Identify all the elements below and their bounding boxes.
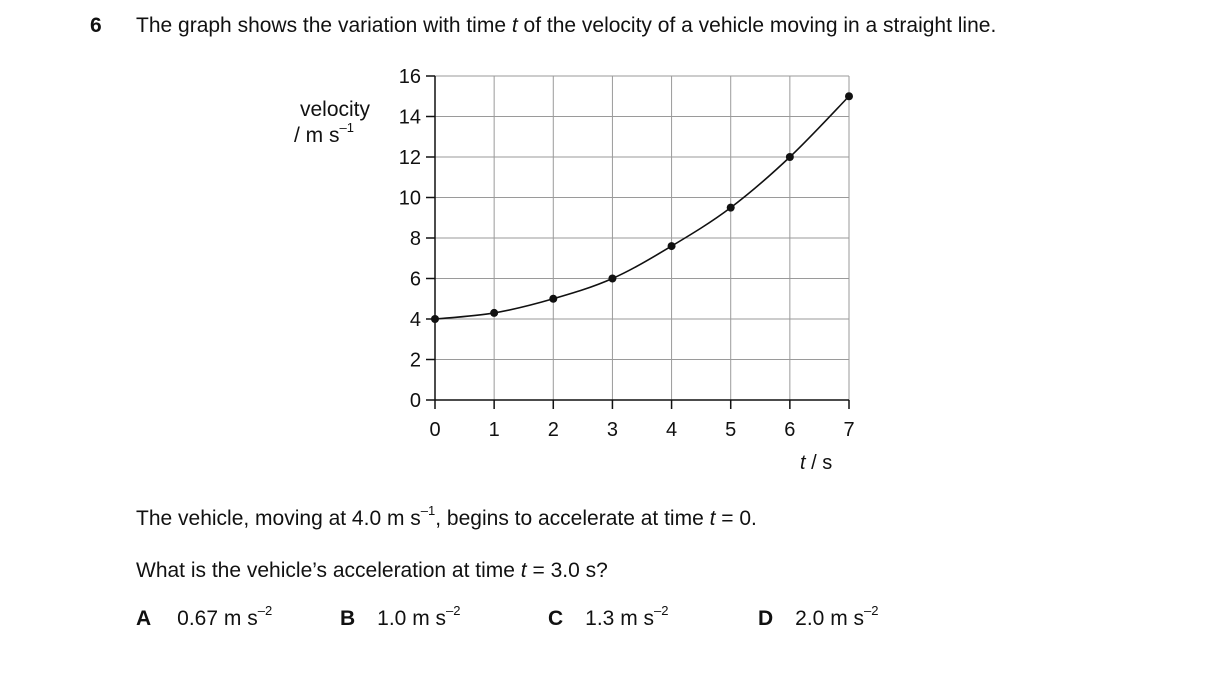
option-d-value: 2.0 m s xyxy=(795,607,865,630)
option-b-value: 1.0 m s xyxy=(377,607,447,630)
velocity-time-graph xyxy=(380,60,880,460)
x-tick-label: 3 xyxy=(606,419,618,441)
y-tick-label: 6 xyxy=(409,268,421,291)
y-axis-quantity: velocity xyxy=(299,98,370,121)
question-variable: t xyxy=(520,559,527,582)
option-d[interactable] xyxy=(758,603,879,631)
data-point xyxy=(668,242,676,250)
x-tick-label: 2 xyxy=(547,419,559,441)
question-text-1: What is the vehicle’s acceleration at time xyxy=(136,559,521,582)
x-axis-unit: / s xyxy=(805,452,833,474)
y-tick-label: 14 xyxy=(398,106,421,129)
x-tick-label: 7 xyxy=(843,419,855,441)
option-a[interactable] xyxy=(136,603,273,631)
question-text-2: = 3.0 s? xyxy=(526,559,608,582)
data-point xyxy=(786,153,794,161)
option-c-exponent: –2 xyxy=(654,603,669,618)
option-c-value: 1.3 m s xyxy=(585,607,655,630)
data-point xyxy=(845,92,853,100)
option-a-letter: A xyxy=(136,607,152,630)
context-text-3: = 0. xyxy=(715,507,757,530)
y-tick-label: 8 xyxy=(409,228,421,250)
stem-text-1: The graph shows the variation with time xyxy=(136,14,512,37)
option-d-letter: D xyxy=(758,607,774,630)
data-point xyxy=(431,315,439,323)
y-axis-unit xyxy=(292,120,370,149)
x-tick-label: 5 xyxy=(725,419,737,441)
y-axis-unit-exponent: –1 xyxy=(339,120,354,135)
y-tick-label: 0 xyxy=(409,390,421,412)
option-b[interactable] xyxy=(340,603,461,631)
velocity-curve xyxy=(435,96,849,319)
question-stem xyxy=(136,14,996,38)
data-point xyxy=(727,204,735,212)
option-d-exponent: –2 xyxy=(864,603,879,618)
data-point xyxy=(608,275,616,283)
data-point xyxy=(549,295,557,303)
y-axis-label xyxy=(292,97,370,149)
option-b-exponent: –2 xyxy=(446,603,461,618)
y-tick-label: 4 xyxy=(409,309,421,331)
y-axis-unit-base: / m s xyxy=(294,124,340,147)
option-b-letter: B xyxy=(340,607,356,630)
y-tick-label: 12 xyxy=(398,147,421,169)
option-c-letter: C xyxy=(548,607,564,630)
x-tick-label: 1 xyxy=(488,419,500,441)
y-tick-label: 10 xyxy=(398,187,421,210)
stem-text-2: of the velocity of a vehicle moving in a straight line. xyxy=(517,14,997,37)
y-tick-label: 2 xyxy=(409,349,421,372)
y-tick-label: 16 xyxy=(398,66,421,88)
x-tick-label: 4 xyxy=(666,419,678,441)
x-tick-label: 6 xyxy=(784,419,796,441)
question-sentence xyxy=(136,559,608,583)
context-sentence xyxy=(136,503,757,531)
option-c[interactable] xyxy=(548,603,669,631)
context-exponent: –1 xyxy=(420,503,436,518)
option-a-value: 0.67 m s xyxy=(177,607,258,630)
x-tick-label: 0 xyxy=(429,419,441,441)
context-variable: t xyxy=(709,507,716,530)
context-text-1: The vehicle, moving at 4.0 m s xyxy=(136,507,421,530)
x-axis-label xyxy=(800,452,832,475)
stem-variable: t xyxy=(511,14,518,37)
data-point xyxy=(490,309,498,317)
question-number: 6 xyxy=(90,14,102,37)
x-axis-variable: t xyxy=(800,452,806,474)
context-text-2: , begins to accelerate at time xyxy=(435,507,710,530)
option-a-exponent: –2 xyxy=(257,603,273,618)
